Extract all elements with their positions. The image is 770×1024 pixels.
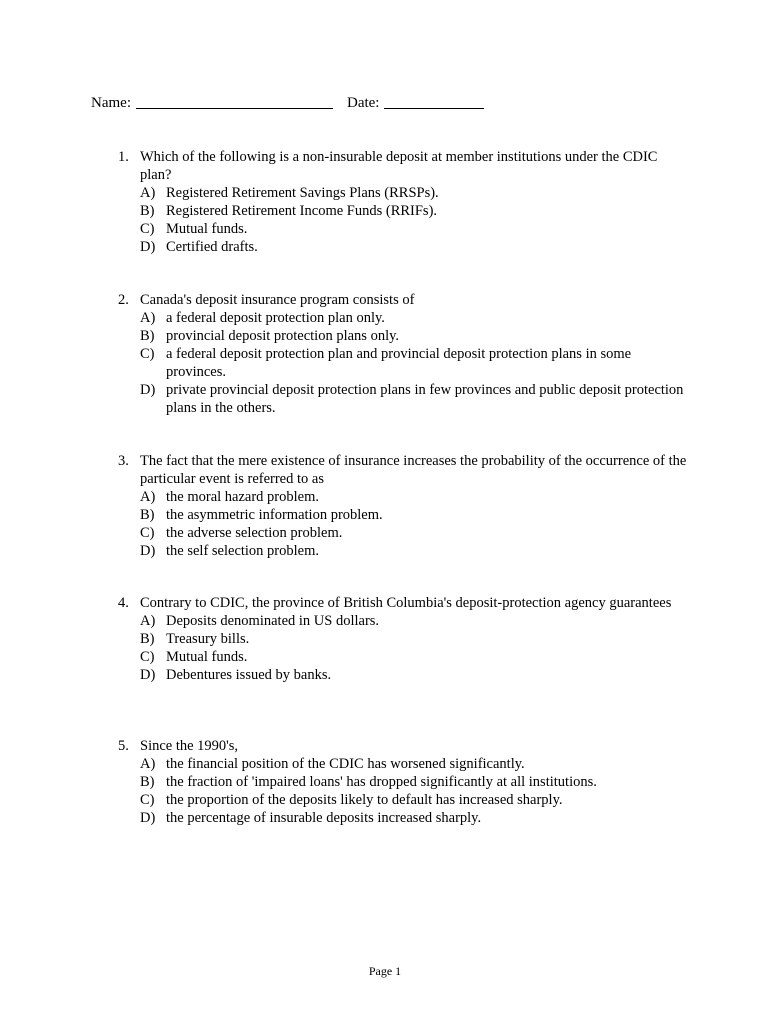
option-a — [118, 755, 688, 773]
option-letter: A) — [140, 489, 156, 505]
option-b — [118, 327, 688, 345]
name-label: Name: — [91, 95, 131, 111]
option-c — [118, 524, 688, 542]
question-text: Since the 1990's, — [140, 738, 239, 754]
option-letter: B) — [140, 507, 155, 523]
option-text: a federal deposit protection plan only. — [166, 310, 385, 326]
option-text: a federal deposit protection plan and provincial deposit protection plans in some provinces. — [166, 346, 632, 380]
question-stem — [118, 737, 688, 755]
question-5 — [118, 737, 688, 827]
option-letter: A) — [140, 185, 156, 201]
option-letter: B) — [140, 328, 155, 344]
question-text: Contrary to CDIC, the province of British Columbia's deposit-protection agency guarantees — [140, 595, 672, 611]
option-text: the self selection problem. — [166, 543, 320, 559]
option-b — [118, 506, 688, 524]
option-letter: D) — [140, 543, 156, 559]
question-text: The fact that the mere existence of insurance increases the probability of the occurrence of the particular event is referred to as — [140, 453, 687, 487]
option-letter: D) — [140, 810, 156, 826]
option-text: Deposits denominated in US dollars. — [166, 613, 380, 629]
option-d — [118, 666, 688, 684]
question-number: 5. — [118, 738, 129, 754]
question-4 — [118, 594, 688, 684]
option-letter: B) — [140, 203, 155, 219]
option-c — [118, 791, 688, 809]
option-letter: B) — [140, 774, 155, 790]
option-letter: C) — [140, 792, 155, 808]
question-number: 1. — [118, 149, 129, 165]
option-text: the asymmetric information problem. — [166, 507, 383, 523]
option-d — [118, 238, 688, 256]
date-blank-line — [384, 94, 484, 109]
option-letter: A) — [140, 756, 156, 772]
option-b — [118, 773, 688, 791]
option-text: the moral hazard problem. — [166, 489, 319, 505]
option-d — [118, 809, 688, 827]
question-stem — [118, 452, 688, 488]
question-text: Canada's deposit insurance program consists of — [140, 292, 415, 308]
page-number: Page 1 — [368, 964, 402, 978]
option-a — [118, 184, 688, 202]
option-text: Mutual funds. — [166, 649, 248, 665]
option-c — [118, 345, 688, 381]
question-3 — [118, 452, 688, 560]
question-number: 2. — [118, 292, 129, 308]
option-text: the financial position of the CDIC has worsened significantly. — [166, 756, 525, 772]
option-d — [118, 542, 688, 560]
option-letter: B) — [140, 631, 155, 647]
option-text: private provincial deposit protection plans in few provinces and public deposit protection plans in the others. — [166, 382, 684, 416]
question-text: Which of the following is a non-insurable deposit at member institutions under the CDIC plan? — [140, 149, 658, 183]
option-text: Certified drafts. — [166, 239, 258, 255]
option-d — [118, 381, 688, 417]
option-letter: A) — [140, 613, 156, 629]
option-text: Registered Retirement Income Funds (RRIFs). — [166, 203, 438, 219]
name-date-header — [91, 94, 484, 112]
option-letter: C) — [140, 346, 155, 362]
option-c — [118, 220, 688, 238]
date-label: Date: — [346, 95, 380, 111]
option-text: Debentures issued by banks. — [166, 667, 332, 683]
option-a — [118, 612, 688, 630]
option-text: provincial deposit protection plans only. — [166, 328, 400, 344]
option-c — [118, 648, 688, 666]
option-letter: D) — [140, 667, 156, 683]
question-stem — [118, 291, 688, 309]
option-text: the fraction of 'impaired loans' has dropped significantly at all institutions. — [166, 774, 597, 790]
option-text: Mutual funds. — [166, 221, 248, 237]
option-text: the proportion of the deposits likely to default has increased sharply. — [166, 792, 563, 808]
question-stem — [118, 594, 688, 612]
option-text: Treasury bills. — [166, 631, 250, 647]
question-number: 3. — [118, 453, 129, 469]
option-letter: A) — [140, 310, 156, 326]
name-blank-line — [136, 94, 333, 109]
option-letter: D) — [140, 382, 156, 398]
question-1 — [118, 148, 688, 256]
option-text: the adverse selection problem. — [166, 525, 343, 541]
option-a — [118, 309, 688, 327]
option-b — [118, 630, 688, 648]
question-2 — [118, 291, 688, 417]
option-a — [118, 488, 688, 506]
option-letter: D) — [140, 239, 156, 255]
option-letter: C) — [140, 221, 155, 237]
option-text: Registered Retirement Savings Plans (RRSPs). — [166, 185, 439, 201]
option-b — [118, 202, 688, 220]
option-letter: C) — [140, 649, 155, 665]
question-stem — [118, 148, 688, 184]
option-letter: C) — [140, 525, 155, 541]
question-number: 4. — [118, 595, 129, 611]
option-text: the percentage of insurable deposits increased sharply. — [166, 810, 482, 826]
